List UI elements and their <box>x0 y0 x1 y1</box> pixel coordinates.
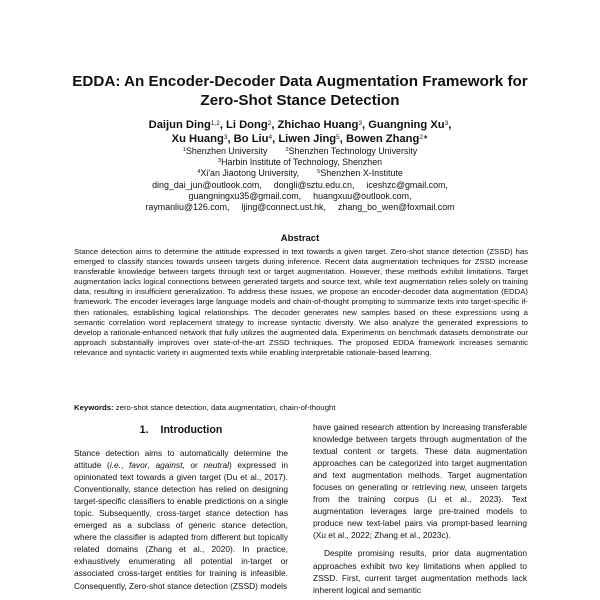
email-address: raymanliu@126.com, <box>145 202 230 213</box>
email-address: dongli@sztu.edu.cn, <box>273 179 355 190</box>
intro-text-italic: against <box>155 460 183 471</box>
author-affil-marker: 1,2 <box>210 120 220 127</box>
email-address: guangningxu35@gmail.com, <box>188 190 302 201</box>
intro-paragraph-1 <box>74 447 288 592</box>
section-number: 1. <box>139 424 149 436</box>
title-line-2: Zero-Shot Stance Detection <box>200 92 400 109</box>
affiliation-line-2 <box>40 157 560 168</box>
author-affil-marker: 5 <box>336 134 340 141</box>
email-line-1 <box>40 180 560 191</box>
author-name: Liwen Jing <box>278 133 337 145</box>
paper-title <box>40 72 560 110</box>
intro-left-column <box>74 447 288 600</box>
abstract-body: Stance detection aims to determine the attitude expressed in text towards a given target. Zero-shot stance detection (ZSSD) has emerged to classify stances towards unseen targets during inference. Recent data augmentation techniques for ZSSD increase transferable knowledge between targets through text or target augmentation. However, these methods exhibit limitations. Target augmentation lacks logical connections between generated targets and source text, while text augmentation relies solely on training data, resulting in insufficient generalization. To address these issues, we propose an encoder-decoder data augmentation (EDDA) framework. The encoder leverages large language models and chain-of-thought prompting to summarize texts into target-specific if-then rationales, establishing logical relationships. The decoder generates new samples based on these expressions using a semantic correlation word replacement strategy to increase syntactic diversity. We also analyze the generated expressions to develop a rationale-enhanced network that fully utilizes the augmented data. Experiments on benchmark datasets demonstrate our approach substantially improves over state-of-the-art ZSSD techniques. The proposed EDDA framework increases semantic relevance and syntactic variety in augmented texts while enabling interpretable rationale-based learning. <box>74 247 528 357</box>
affiliation: Xi'an Jiaotong University, <box>200 168 300 179</box>
abstract-heading: Abstract <box>280 233 320 244</box>
author-line-1: Daijun Ding$^{1,2}$, Li Dong$^2$, Zhichao Huang$^3$, Guangning Xu$^3$, <box>148 119 452 131</box>
intro-text: Stance detection aims to automatically determine the attitude ( <box>74 448 288 471</box>
author-list <box>40 118 560 146</box>
author-name: Guangning Xu <box>368 119 445 131</box>
author-affil-marker: 3 <box>444 120 449 127</box>
email-address: ljing@connect.ust.hk, <box>241 202 326 213</box>
email-line-3 <box>40 202 560 213</box>
affiliation: Shenzhen X-Institute <box>320 168 403 179</box>
keywords-text: zero-shot stance detection, data augmentation, chain-of-thought <box>115 403 336 412</box>
intro-right-column <box>313 421 527 600</box>
intro-text: ) expressed in opinionated text towards a given target (Du et al., 2017). Conventionally, stance detection has relied on designing target-specific classifiers to enable predictions on a single topic. Subsequently, cross-target stance detection has emerged as a subclass of generic stance detection, where the classifier is adapted from different but topically related domains (Zhang et al., 2020). In practice, exhaustively enumerating all potential in-target or associated cross-target entities for training is infeasible. Consequently, Zero-shot stance detection (ZSSD) models <box>74 460 288 591</box>
affil-marker: 5 <box>317 169 321 176</box>
author-line-2: Xu Huang$^3$, Bo Liu$^4$, Liwen Jing$^5$, Bowen Zhang$^{2∗}$ <box>171 133 429 145</box>
author-name: Zhichao Huang <box>277 119 359 131</box>
intro-text-italic: neutral <box>203 460 229 471</box>
author-name: Li Dong <box>226 119 268 131</box>
author-affil-marker: 3 <box>358 120 362 127</box>
intro-text-italic: favor <box>128 460 148 471</box>
affiliation: Harbin Institute of Technology, Shenzhen <box>221 157 383 168</box>
author-name: Daijun Ding <box>148 119 211 131</box>
author-affil-marker: 3 <box>223 134 228 141</box>
intro-text-italic: i.e. <box>109 460 121 471</box>
email-address: huangxuu@outlook.com, <box>313 190 412 201</box>
affil-marker: 2 <box>285 147 289 153</box>
email-address: ding_dai_jun@outlook.com, <box>152 179 262 190</box>
affil-marker: 4 <box>197 169 201 176</box>
author-name: Bo Liu <box>233 133 269 145</box>
author-affil-marker: 2 <box>267 120 272 127</box>
intro-text: , <box>147 460 156 471</box>
intro-paragraph-3: Despite promising results, prior data augmentation approaches exhibit two key limitations when applied to ZSSD. First, current target augmentation methods lack inherent logical and semantic <box>313 548 527 595</box>
email-address: iceshzc@gmail.com, <box>366 179 448 190</box>
intro-text: , <box>120 460 129 471</box>
author-name: Xu Huang <box>171 133 224 145</box>
email-line-2 <box>40 191 560 202</box>
author-affil-marker: 2∗ <box>419 134 429 141</box>
keywords-line <box>74 403 528 413</box>
affiliation: Shenzhen Technology University <box>288 146 418 156</box>
author-affil-marker: 4 <box>268 134 273 141</box>
affil-marker: 1 <box>182 147 186 153</box>
affil-marker: 3 <box>217 158 222 165</box>
section-heading-introduction <box>74 424 288 437</box>
affiliation: Shenzhen University <box>185 146 268 156</box>
email-address: zhang_bo_wen@foxmail.com <box>337 202 455 213</box>
intro-text: , or <box>182 460 204 471</box>
affiliation-line-1 <box>40 146 560 157</box>
author-name: Bowen Zhang <box>345 133 420 145</box>
intro-paragraph-2: have gained research attention by increasing transferable knowledge between targets through augmentation of the textual content or targets. These data augmentation approaches can be categorized into target augmentation and text augmentation methods. Target augmentation focuses on generating or retrieving new, unseen targets from the training corpus (Li et al., 2023). Text augmentation leverages large pre-trained models to produce new text-label pairs via prompt-based learning (Xu et al., 2022; Zhang et al., 2023c). <box>313 422 527 541</box>
affiliation-line-3 <box>40 168 560 179</box>
affiliations-block <box>40 146 560 213</box>
keywords-label: Keywords: <box>74 403 114 412</box>
section-title: Introduction <box>160 424 223 436</box>
title-line-1: EDDA: An Encoder-Decoder Data Augmentation Framework for <box>72 73 528 90</box>
